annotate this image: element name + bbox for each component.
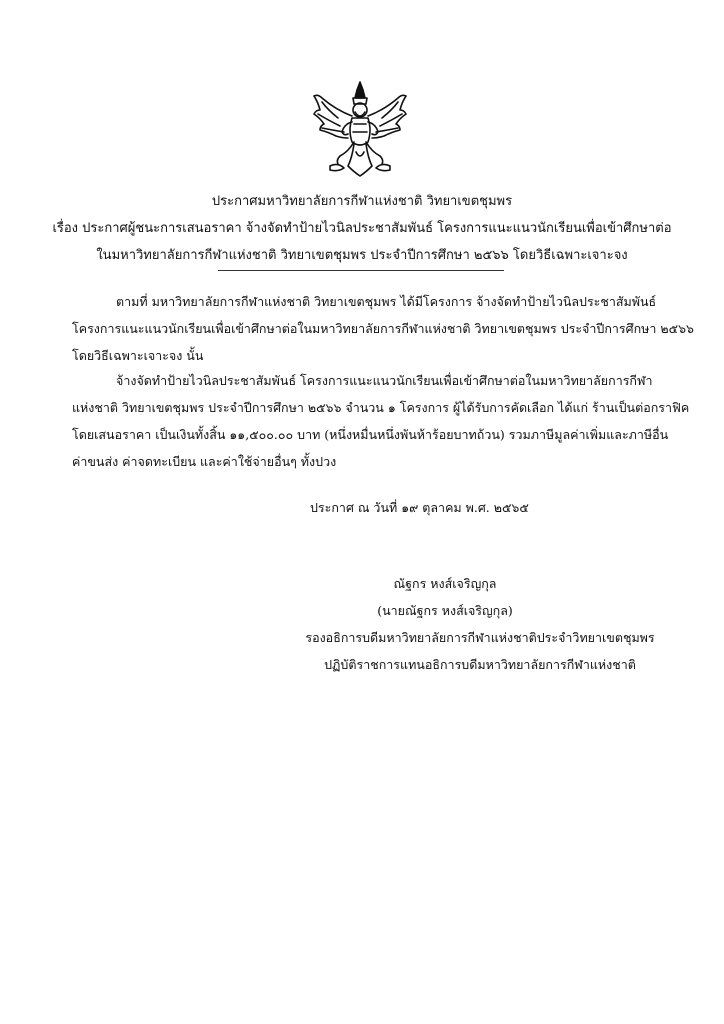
paragraph-line: โดยวิธีเฉพาะเจาะจง นั้น <box>72 348 204 363</box>
header-divider <box>218 270 504 271</box>
announcement-subject-continued: ในมหาวิทยาลัยการกีฬาแห่งชาติ วิทยาเขตชุมพร ประจำปีการศึกษา ๒๕๖๖ โดยวิธีเฉพาะเจาะจง <box>96 248 628 263</box>
signature-acting-position: ปฏิบัติราชการแทนอธิการบดีมหาวิทยาลัยการกีฬาแห่งชาติ <box>324 657 636 672</box>
signature-name: ณัฐกร หงส์เจริญกุล <box>393 576 497 591</box>
garuda-emblem-icon <box>308 80 412 180</box>
paragraph-line: จ้างจัดทำป้ายไวนิลประชาสัมพันธ์ โครงการแนะแนวนักเรียนเพื่อเข้าศึกษาต่อในมหาวิทยาลัยการกีฬา <box>116 373 653 388</box>
paragraph-line: แห่งชาติ วิทยาเขตชุมพร ประจำปีการศึกษา ๒๕๖๖ จำนวน ๑ โครงการ ผู้ได้รับการคัดเลือก ได้แก่ ร้านเป็นต่อกราฟิค <box>72 400 690 415</box>
body-paragraph-2 <box>72 367 690 475</box>
announcement-title: ประกาศมหาวิทยาลัยการกีฬาแห่งชาติ วิทยาเขตชุมพร <box>211 194 513 209</box>
announcement-subject: เรื่อง ประกาศผู้ชนะการเสนอราคา จ้างจัดทำป้ายไวนิลประชาสัมพันธ์ โครงการแนะแนวนักเรียนเพื่อเข้าศึกษาต่อ <box>52 221 672 236</box>
signature-position: รองอธิการบดีมหาวิทยาลัยการกีฬาแห่งชาติประจำวิทยาเขตชุมพร <box>305 630 655 645</box>
paragraph-line: โครงการแนะแนวนักเรียนเพื่อเข้าศึกษาต่อในมหาวิทยาลัยการกีฬาแห่งชาติ วิทยาเขตชุมพร ประจำปีการศึกษา ๒๕๖๖ <box>72 321 694 336</box>
paragraph-line: โดยเสนอราคา เป็นเงินทั้งสิ้น ๑๑,๕๐๐.๐๐ บาท (หนึ่งหมื่นหนึ่งพันห้าร้อยบาทถ้วน) รวมภาษีมูลค่าเพิ่มและภาษีอื่น <box>72 427 669 442</box>
paragraph-line: ตามที่ มหาวิทยาลัยการกีฬาแห่งชาติ วิทยาเขตชุมพร ได้มีโครงการ จ้างจัดทำป้ายไวนิลประชาสัมพันธ์ <box>116 294 657 309</box>
signature-full-name: (นายณัฐกร หงส์เจริญกุล) <box>377 603 513 618</box>
announcement-date: ประกาศ ณ วันที่ ๑๙ ตุลาคม พ.ศ. ๒๕๖๕ <box>310 500 529 515</box>
paragraph-line: ค่าขนส่ง ค่าจดทะเบียน และค่าใช้จ่ายอื่นๆ ทั้งปวง <box>72 454 337 469</box>
body-paragraph-1 <box>72 288 694 369</box>
